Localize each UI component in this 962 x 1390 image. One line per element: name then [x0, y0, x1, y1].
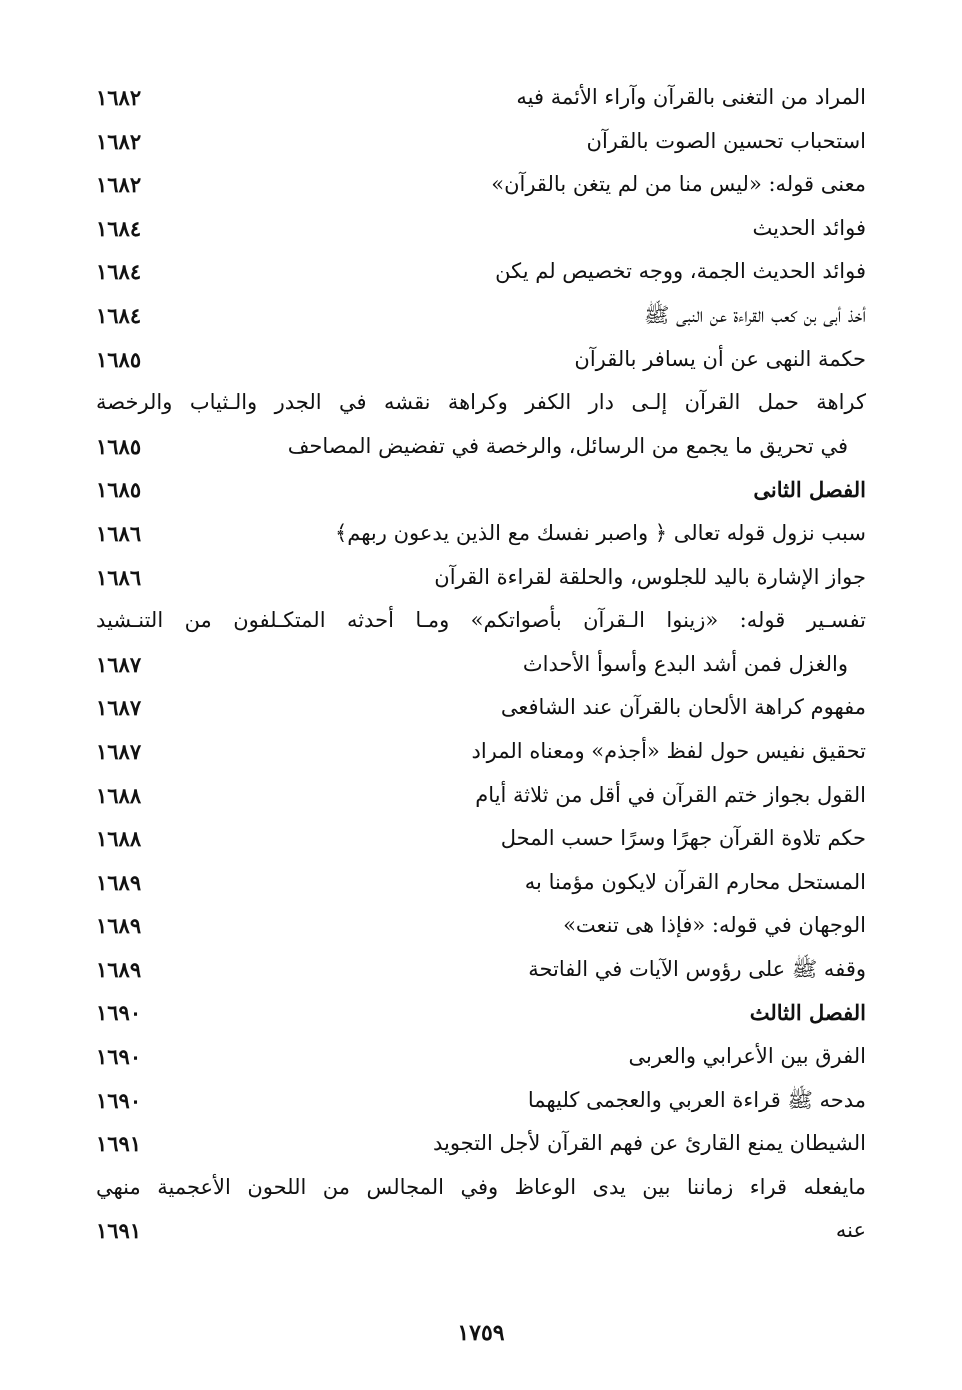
toc-entry: [96, 686, 866, 730]
toc-entry: [96, 1122, 866, 1166]
toc-entry-title: عنه: [835, 1218, 866, 1243]
toc-entry-page: ١٦٨٢: [96, 128, 142, 154]
toc-entry-page: ١٦٨٧: [96, 695, 142, 721]
toc-entry: [96, 338, 866, 382]
toc-entry-title: المراد من التغنى بالقرآن وآراء الأئمة فيه: [516, 85, 866, 109]
toc-entry: [96, 381, 866, 425]
toc-entry-title: وقفه ﷺ على رؤوس الآيات في الفاتحة: [528, 956, 866, 981]
toc-entry-page: ١٦٨٤: [96, 259, 142, 285]
toc-entry-page: ١٦٨٨: [96, 782, 142, 808]
toc-entry: [96, 556, 866, 600]
toc-entry: [96, 861, 866, 905]
toc-entry-page: ١٦٨٥: [96, 433, 142, 459]
toc-section-heading: [96, 468, 866, 512]
toc-entry: [96, 774, 866, 818]
toc-entry: [96, 425, 866, 469]
toc-entry-title: القول بجواز ختم القرآن في أقل من ثلاثة أيام: [475, 782, 866, 807]
toc-entry-title: مدحه ﷺ قراءة العربي والعجمى كليهما: [527, 1087, 866, 1112]
toc-section-heading: [96, 991, 866, 1035]
toc-entry-page: ١٦٨٦: [96, 520, 142, 546]
toc-entry-page: ١٦٩٠: [96, 1087, 142, 1113]
toc-entry-title: الفرق بين الأعرابي والعربى: [628, 1044, 866, 1069]
toc-entry: [96, 207, 866, 251]
toc-entry-title: تفسـير قوله: «زينوا الـقرآن بأصواتكم» ومـا أحدثه المتكـلفون من التنـشيد: [96, 608, 866, 633]
toc-entry-page: ١٦٩١: [96, 1131, 142, 1157]
toc-entry-title: الشيطان يمنع القارئ عن فهم القرآن لأجل التجويد: [432, 1131, 866, 1156]
toc-entry-title: معنى قوله: «ليس منا من لم يتغن بالقرآن»: [491, 172, 866, 197]
toc-entry: [96, 163, 866, 207]
toc-list: [96, 76, 866, 1253]
toc-entry-title: في تحريق ما يجمع من الرسائل، والرخصة في تفضيض المصاحف: [287, 433, 848, 458]
toc-entry: [96, 1079, 866, 1123]
toc-entry-title: والغزل فمن أشد البدع وأسوأ الأحداث: [522, 651, 848, 676]
toc-entry-page: ١٦٨٩: [96, 869, 142, 895]
page-number: ١٧٥٩: [457, 1320, 505, 1346]
toc-entry: [96, 294, 866, 338]
toc-entry-title: الوجهان في قوله: «فإذا هى تنعت»: [563, 913, 866, 938]
toc-entry: [96, 250, 866, 294]
toc-entry-title: فوائد الحديث الجمة، ووجه تخصيص لم يكن: [495, 259, 866, 284]
toc-entry: [96, 904, 866, 948]
toc-entry-page: ١٦٨٢: [96, 172, 142, 198]
toc-entry-title: جواز الإشارة باليد للجلوس، والحلقة لقراءة القرآن: [434, 564, 866, 589]
toc-entry-title: استحباب تحسين الصوت بالقرآن: [586, 128, 866, 153]
toc-entry: [96, 730, 866, 774]
toc-entry-title: المستحل محارم القرآن لايكون مؤمنا به: [524, 869, 866, 894]
toc-entry: [96, 1035, 866, 1079]
toc-entry-page: ١٦٨٦: [96, 564, 142, 590]
toc-entry-page: ١٦٨٢: [96, 85, 142, 110]
toc-entry: [96, 512, 866, 556]
toc-entry: [96, 643, 866, 687]
toc-entry: [96, 120, 866, 164]
toc-entry-title: مايفعله قراء زماننا بين يدى الوعاظ وفي المجالس من اللحون الأعجمية منهي: [96, 1174, 866, 1199]
toc-entry-page: ١٦٨٩: [96, 956, 142, 982]
toc-entry-title: حكمة النهى عن أن يسافر بالقرآن: [574, 346, 866, 371]
toc-entry-page: ١٦٨٥: [96, 477, 142, 503]
toc-entry-title: الفصل الثانى: [753, 477, 866, 503]
toc-entry-page: ١٦٩٠: [96, 1000, 142, 1026]
toc-entry-title: مفهوم كراهة الألحان بالقرآن عند الشافعى: [500, 695, 866, 720]
toc-entry-title: كراهة حمل القرآن إلـى دار الكفر وكراهة نقشه في الجدر والـثياب والرخصة: [96, 390, 866, 415]
toc-entry: [96, 948, 866, 992]
toc-entry-title: أخذ أبى بن كعب القراءة عن النبى ﷺ: [644, 302, 866, 327]
toc-entry-page: ١٦٨٤: [96, 302, 142, 328]
toc-entry-page: ١٦٨٩: [96, 913, 142, 939]
toc-entry: [96, 76, 866, 120]
toc-entry-page: ١٦٨٧: [96, 651, 142, 677]
toc-entry-page: ١٦٨٧: [96, 738, 142, 764]
toc-entry-page: ١٦٩٠: [96, 1044, 142, 1070]
toc-entry-page: ١٦٨٥: [96, 346, 142, 372]
toc-entry: [96, 1209, 866, 1253]
toc-entry: [96, 1166, 866, 1210]
toc-entry: [96, 599, 866, 643]
toc-entry-page: ١٦٩١: [96, 1218, 142, 1244]
toc-entry-page: ١٦٨٤: [96, 215, 142, 241]
toc-entry-title: تحقيق نفيس حول لفظ «أجذم» ومعناه المراد: [471, 738, 866, 763]
toc-entry: [96, 817, 866, 861]
toc-entry-page: ١٦٨٨: [96, 826, 142, 852]
toc-entry-title: فوائد الحديث: [752, 215, 866, 240]
toc-entry-title: حكم تلاوة القرآن جهرًا وسرًا حسب المحل: [500, 826, 866, 851]
toc-entry-title: سبب نزول قوله تعالى ﴿ واصبر نفسك مع الذين يدعون ربهم﴾: [334, 520, 866, 545]
toc-entry-title: الفصل الثالث: [749, 1000, 866, 1026]
